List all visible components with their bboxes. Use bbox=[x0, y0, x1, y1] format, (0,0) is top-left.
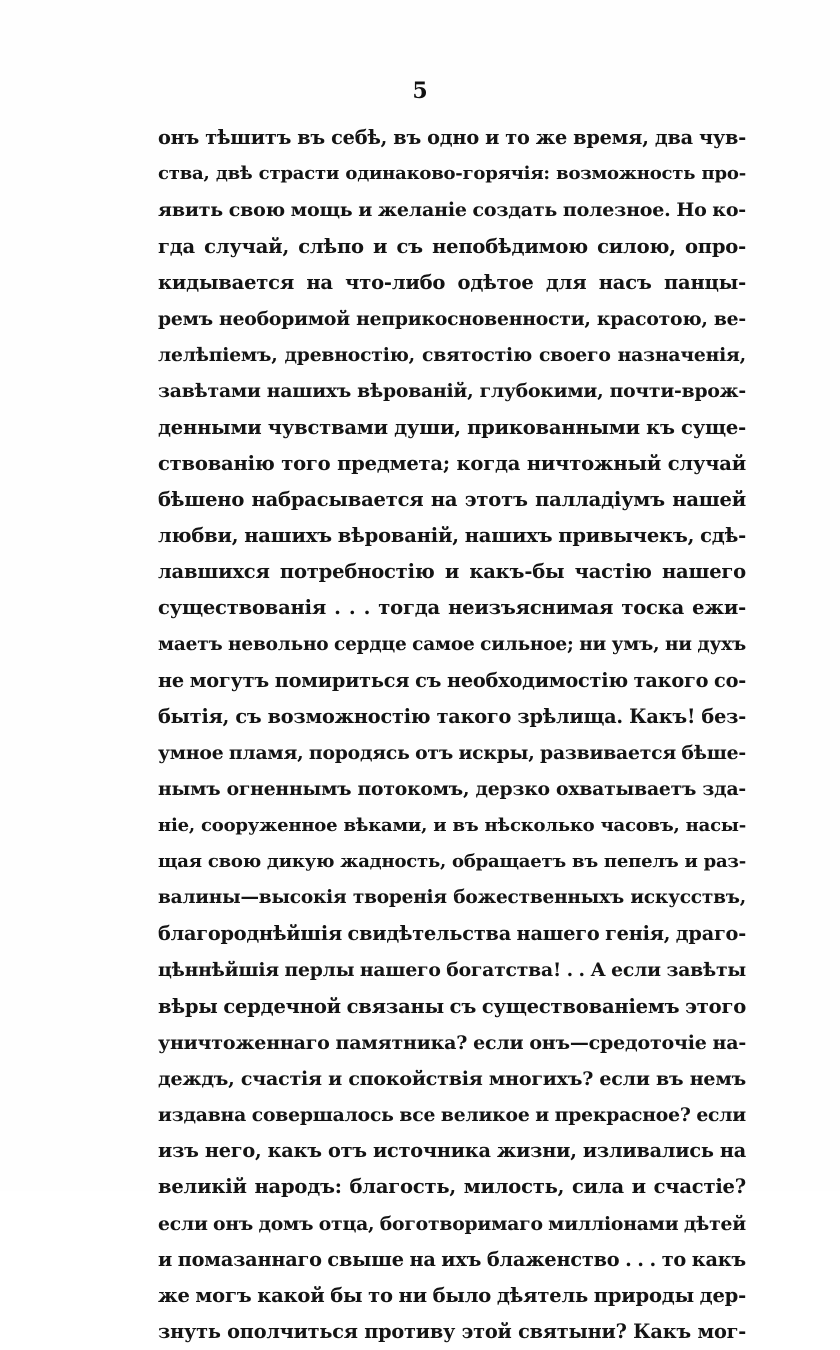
text-line: не могутъ помириться съ необходимостію такого со- bbox=[158, 668, 746, 692]
text-line: существованія . . . тогда неизъяснимая тоска ежи- bbox=[158, 596, 746, 620]
text-line: знуть ополчиться противу этой святыни? Какъ мог- bbox=[158, 1320, 746, 1344]
text-line: благороднѣйшія свидѣтельства нашего генія, драго- bbox=[158, 922, 746, 946]
text-line: лавшихся потребностію и какъ-бы частію нашего bbox=[158, 560, 746, 584]
text-line: ства, двѣ страсти одинаково-горячія: возможность про- bbox=[158, 163, 746, 185]
text-line: гда случай, слѣпо и съ непобѣдимою силою, опро- bbox=[158, 234, 746, 258]
text-line: деждъ, счастія и спокойствія многихъ? если въ немъ bbox=[158, 1067, 746, 1090]
text-line: бытія, съ возможностію такого зрѣлища. Какъ! без- bbox=[158, 705, 746, 728]
text-line: ремъ необоримой неприкосновенности, красотою, ве- bbox=[158, 307, 746, 330]
text-line: онъ тѣшитъ въ себѣ, въ одно и то же время, два чув- bbox=[158, 126, 746, 149]
text-line: бѣшено набрасывается на этотъ палладіумъ нашей bbox=[158, 487, 746, 511]
text-line: же могъ какой бы то ни было дѣятель природы дер- bbox=[158, 1284, 746, 1307]
text-line: нымъ огненнымъ потокомъ, дерзко охватываетъ зда- bbox=[158, 778, 746, 801]
text-line: валины—высокія творенія божественныхъ искусствъ, bbox=[158, 886, 746, 908]
text-line: завѣтами нашихъ вѣрованій, глубокими, почти-врож- bbox=[158, 380, 746, 403]
text-line: и помазаннаго свыше на ихъ блаженство . . . то какъ bbox=[158, 1247, 746, 1271]
text-line: издавна совершалось все великое и прекрасное? если bbox=[158, 1104, 746, 1127]
text-line: цѣннѣйшія перлы нашего богатства! . . А если завѣты bbox=[158, 959, 746, 982]
text-line: денными чувствами души, прикованными къ суще- bbox=[158, 415, 746, 439]
text-line: кидывается на что-либо одѣтое для насъ панцы- bbox=[158, 270, 746, 294]
text-line: любви, нашихъ вѣрованій, нашихъ привычекъ, сдѣ- bbox=[158, 524, 746, 548]
text-line: изъ него, какъ отъ источника жизни, изливались на bbox=[158, 1139, 746, 1163]
text-line: маетъ невольно сердце самое сильное; ни умъ, ни духъ bbox=[158, 633, 746, 655]
body-text bbox=[158, 120, 746, 1350]
text-line: ствованію того предмета; когда ничтожный случай bbox=[158, 451, 746, 475]
text-line: уничтоженнаго памятника? если онъ—средоточіе на- bbox=[158, 1031, 746, 1054]
text-line: вѣры сердечной связаны съ существованіемъ этого bbox=[158, 994, 746, 1018]
text-line: явить свою мощь и желаніе создать полезное. Но ко- bbox=[158, 199, 746, 222]
text-line: умное пламя, породясь отъ искры, развивается бѣше- bbox=[158, 742, 746, 765]
text-line: если онъ домъ отца, боготворимаго милліонами дѣтей bbox=[158, 1212, 746, 1235]
text-line: лелѣпіемъ, древностію, святостію своего назначенія, bbox=[158, 344, 746, 367]
text-line: щая свою дикую жадность, обращаетъ въ пепелъ и раз- bbox=[158, 850, 746, 872]
text-line: великій народъ: благость, милость, сила и счастіе? bbox=[158, 1175, 746, 1199]
text-line: ніе, сооруженное вѣками, и въ нѣсколько часовъ, насы- bbox=[158, 814, 746, 836]
page-number: 5 bbox=[412, 78, 428, 104]
